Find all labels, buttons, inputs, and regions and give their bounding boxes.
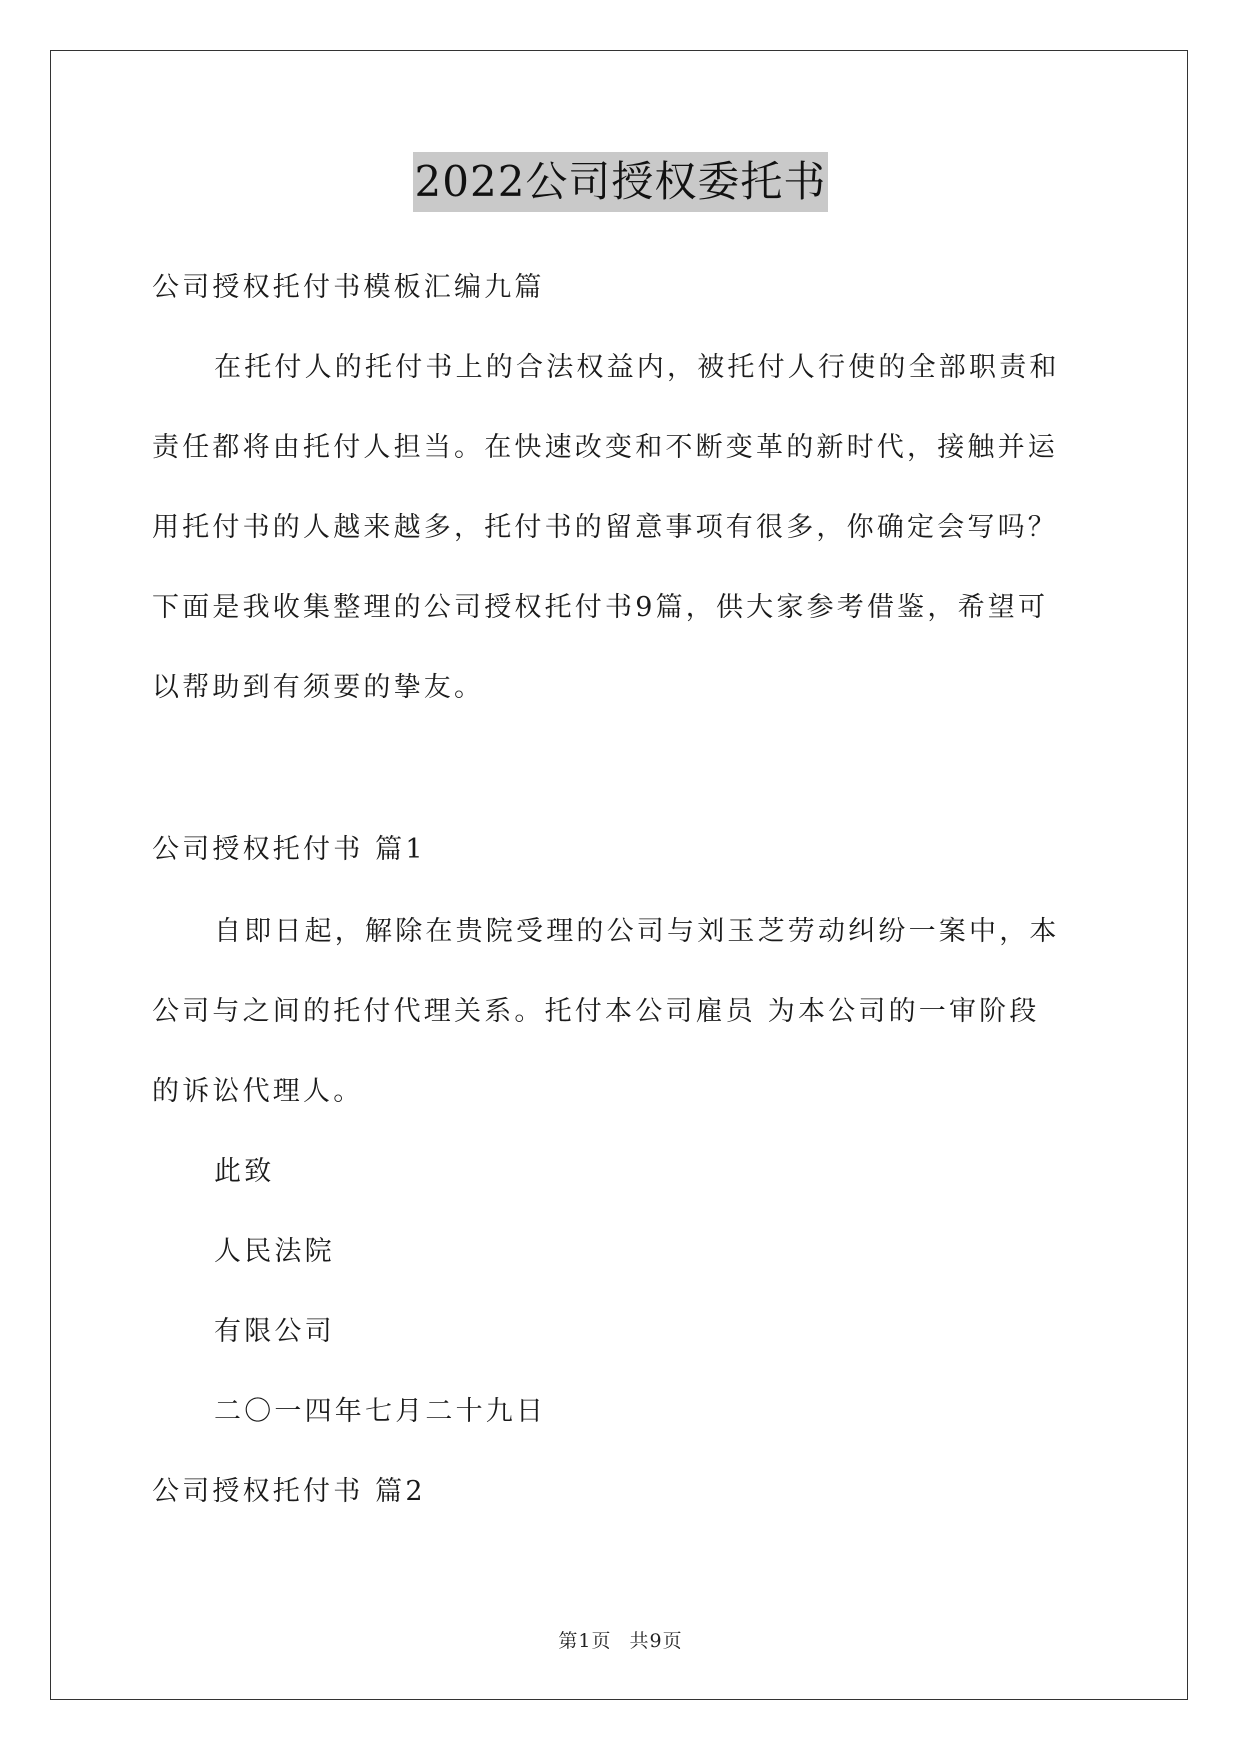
recipient: 人民法院 <box>214 1236 335 1267</box>
title-container <box>0 152 1241 212</box>
section-heading: 公司授权托付书 篇1 <box>152 834 426 865</box>
body-line: 自即日起，解除在贵院受理的公司与刘玉芝劳动纠纷一案中，本 <box>214 916 1060 947</box>
intro-line: 责任都将由托付人担当。在快速改变和不断变革的新时代，接触并运 <box>152 432 1058 463</box>
page-number: 1 <box>578 1630 592 1652</box>
total-suffix: 页 <box>662 1630 683 1652</box>
page-prefix: 第 <box>558 1630 579 1652</box>
page-footer <box>0 1628 1241 1654</box>
body-line: 公司与之间的托付代理关系。托付本公司雇员 为本公司的一审阶段 <box>152 996 1040 1027</box>
intro-line: 用托付书的人越来越多，托付书的留意事项有很多，你确定会写吗？ <box>152 512 1058 543</box>
signature-date: 二〇一四年七月二十九日 <box>214 1396 547 1427</box>
document-subtitle: 公司授权托付书模板汇编九篇 <box>152 272 545 303</box>
signatory: 有限公司 <box>214 1316 335 1347</box>
body-line: 的诉讼代理人。 <box>152 1076 364 1107</box>
total-prefix: 共 <box>629 1630 650 1652</box>
intro-line: 下面是我收集整理的公司授权托付书9篇，供大家参考借鉴，希望可 <box>152 592 1049 623</box>
intro-line: 在托付人的托付书上的合法权益内，被托付人行使的全部职责和 <box>214 352 1060 383</box>
page-suffix: 页 <box>591 1630 612 1652</box>
document-title: 2022公司授权委托书 <box>413 152 829 212</box>
intro-line: 以帮助到有须要的挚友。 <box>152 672 485 703</box>
salutation: 此致 <box>214 1156 275 1187</box>
total-pages: 9 <box>649 1630 663 1652</box>
section-heading: 公司授权托付书 篇2 <box>152 1476 426 1507</box>
